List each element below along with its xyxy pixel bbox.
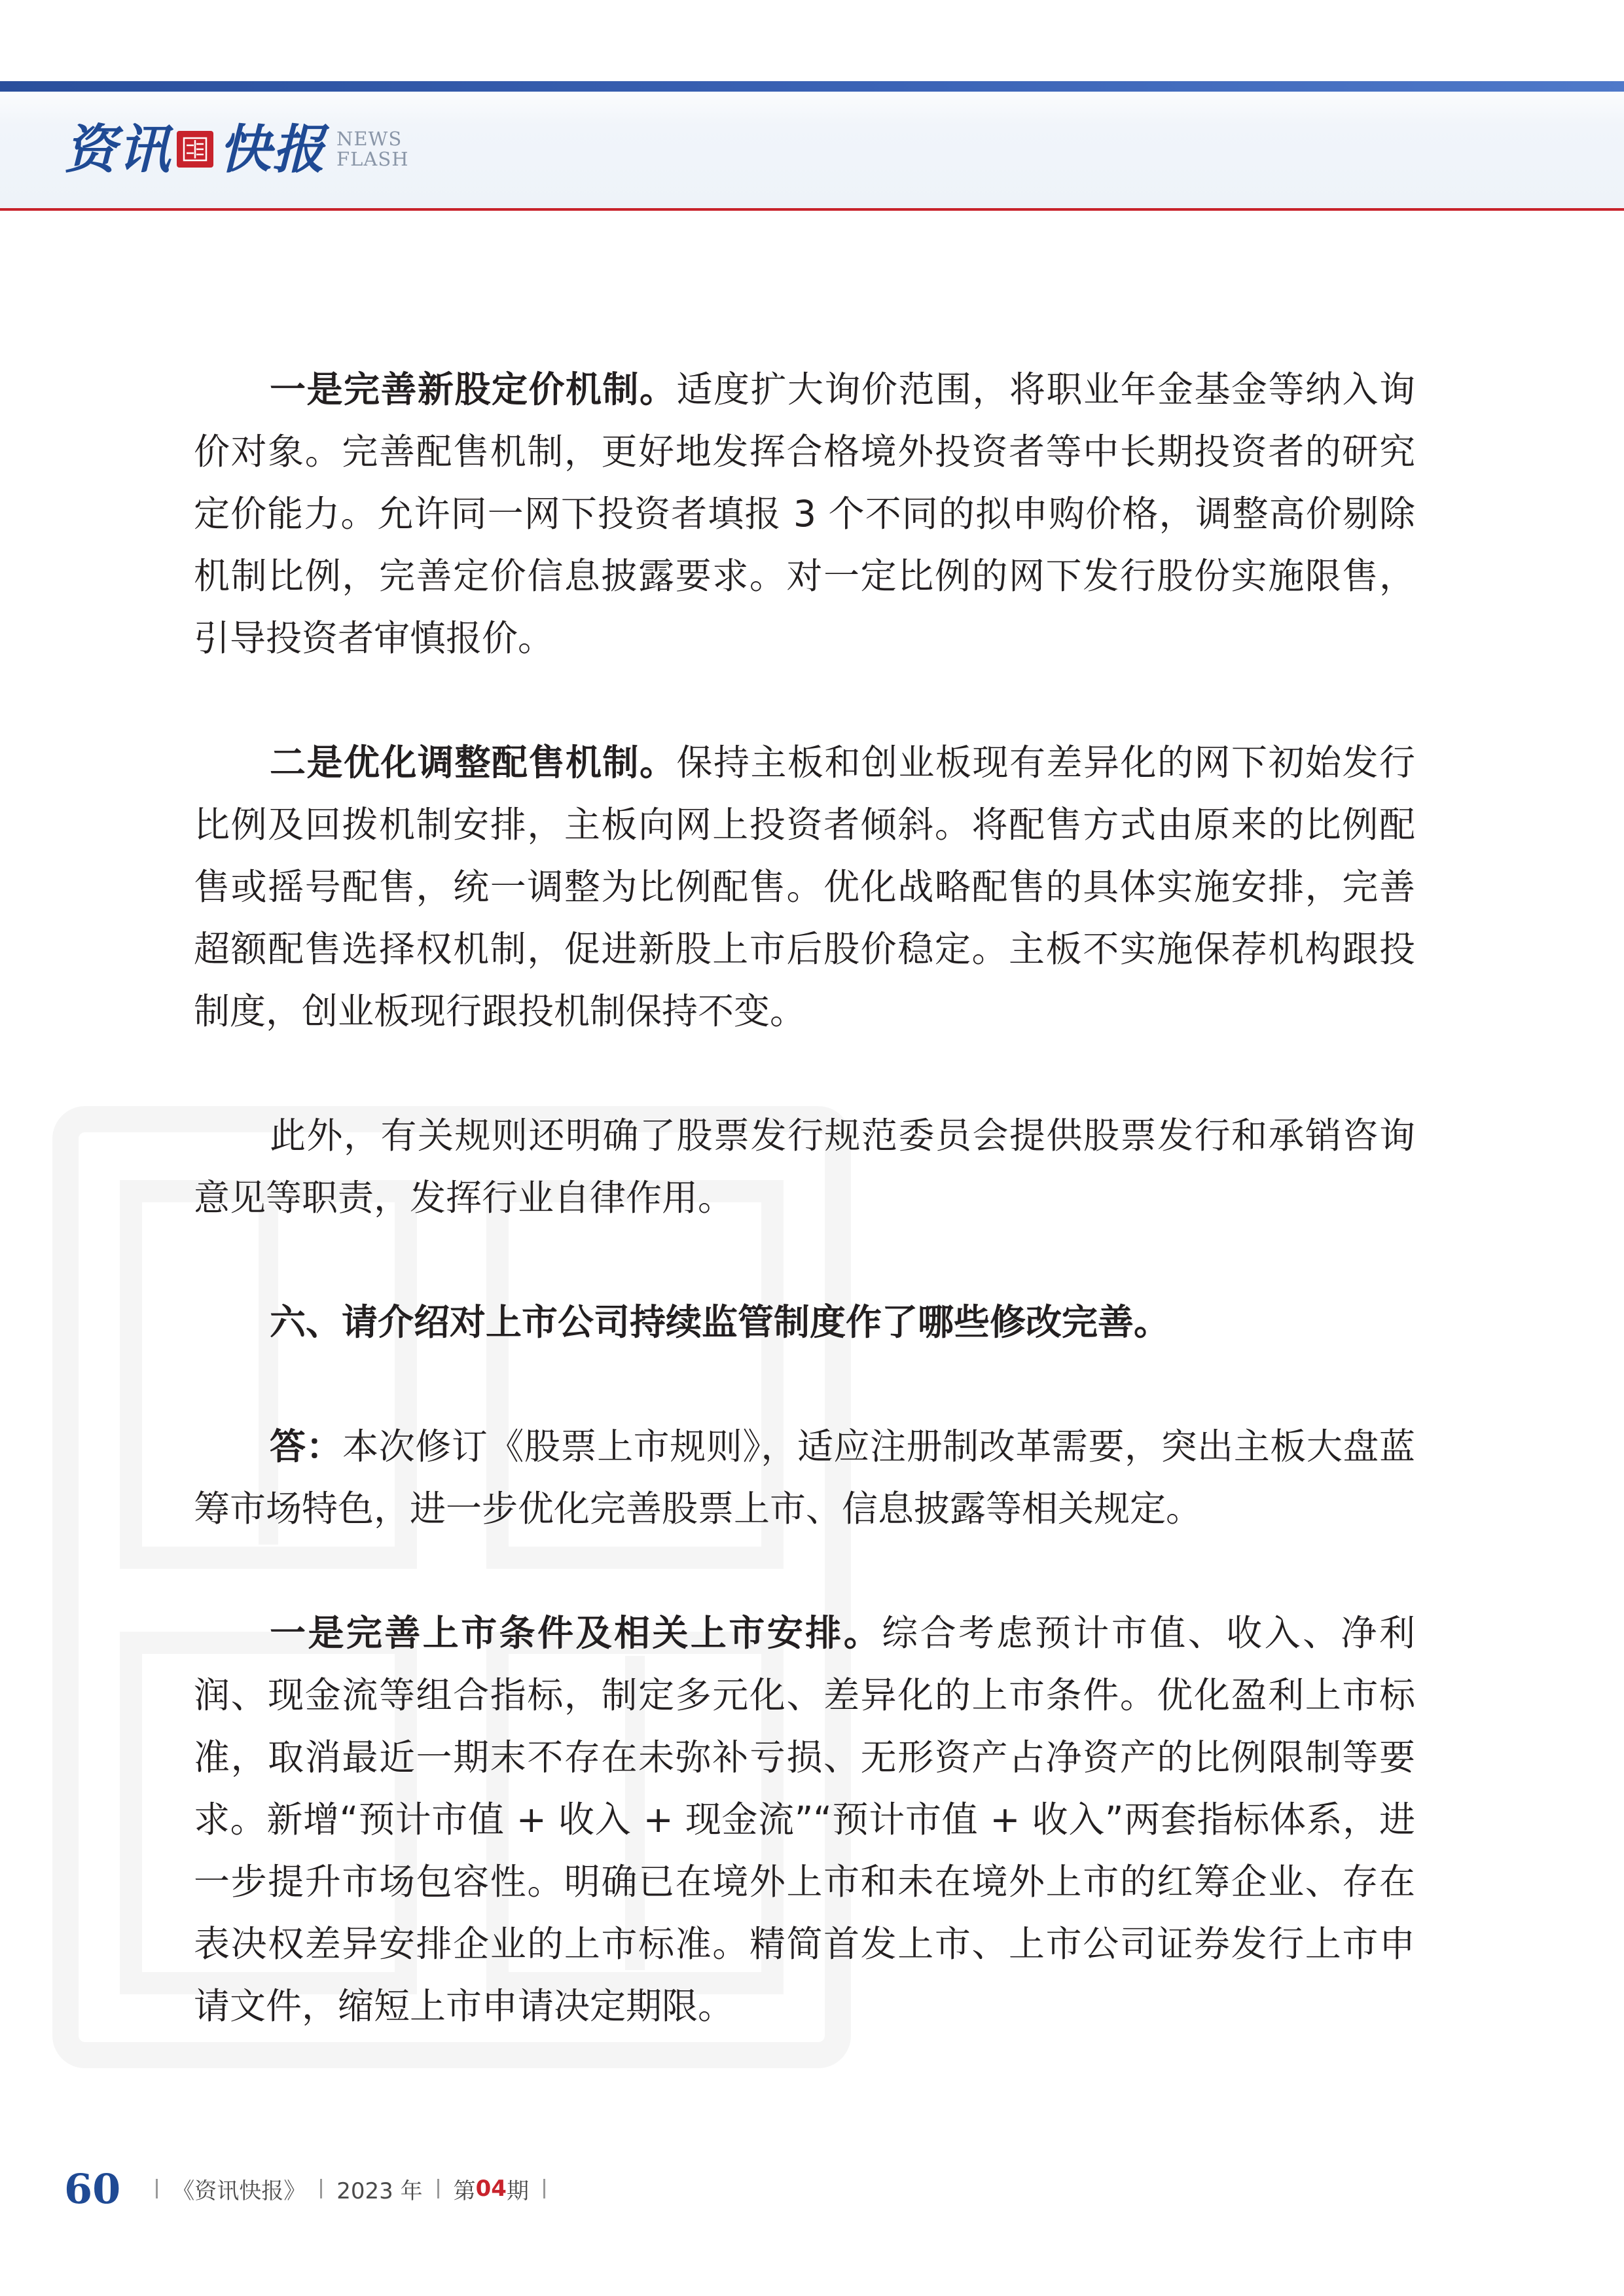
header-red-line [0,208,1624,211]
paragraph-lead: 一是完善新股定价机制。 [270,368,677,410]
page-footer [64,2161,560,2216]
article-body [194,359,1415,2037]
logo-en-news: NEWS [336,128,403,150]
footer-year: 2023 年 [336,2178,423,2204]
logo-en-flash: FLASH [336,148,409,170]
footer-divider [320,2179,322,2198]
paragraph-text: 综合考虑预计市值、收入、净利润、现金流等组合指标，制定多元化、差异化的上市条件。优化盈利上市标准，取消最近一期末不存在未弥补亏损、无形资产占净资产的比例限制等要求。新增“预计市值 + 收入 + 现金流”“预计市值 + 收入”两套指标体系，进一步提升市场包容性。明确已在境外上市和未在境外上市的红筹企业、存在表决权差异安排企业的上市标准。精简首发上市、上市公司证券发行上市申请文件，缩短上市申请决定期限。 [194,1612,1415,2027]
seal-icon [177,131,213,168]
paragraph-text: 适度扩大询价范围，将职业年金基金等纳入询价对象。完善配售机制，更好地发挥合格境外投资者等中长期投资者的研究定价能力。允许同一网下投资者填报 3 个不同的拟申购价格，调整高价剔除机制比例，完善定价信息披露要求。对一定比例的网下发行股份实施限售，引导投资者审慎报价。 [194,368,1415,659]
footer-divider [437,2179,439,2198]
paragraph-text: 此外，有关规则还明确了股票发行规范委员会提供股票发行和承销咨询意见等职责，发挥行业自律作用。 [194,1115,1415,1219]
paragraph-new-share-pricing [194,359,1415,670]
paragraph-lead: 一是完善上市条件及相关上市安排。 [270,1612,882,1654]
masthead-logo [64,117,408,182]
paragraph-text: 本次修订《股票上市规则》，适应注册制改革需要，突出主板大盘蓝筹市场特色，进一步优化完善股票上市、信息披露等相关规定。 [194,1426,1415,1530]
logo-word-zixun: 资讯 [64,118,171,180]
question-heading: 六、请介绍对上市公司持续监管制度作了哪些修改完善。 [270,1301,1170,1343]
logo-english [336,129,408,170]
paragraph-listing-conditions [194,1602,1415,2037]
page-number: 60 [64,2164,121,2213]
footer-issue-number: 04 [475,2176,507,2202]
answer-label: 答： [270,1426,343,1467]
paragraph-answer [194,1416,1415,1540]
footer-divider [543,2179,545,2198]
footer-issue-suffix: 期 [506,2178,529,2204]
footer-divider [156,2179,158,2198]
paragraph-additional-rules [194,1105,1415,1229]
header-blue-line [0,81,1624,92]
footer-issue-prefix: 第 [453,2178,476,2204]
paragraph-text: 保持主板和创业板现有差异化的网下初始发行比例及回拨机制安排，主板向网上投资者倾斜。将配售方式由原来的比例配售或摇号配售，统一调整为比例配售。优化战略配售的具体实施安排，完善超额配售选择权机制，促进新股上市后股价稳定。主板不实施保荐机构跟投制度，创业板现行跟投机制保持不变。 [194,742,1415,1032]
logo-word-kuaibao: 快报 [219,118,326,180]
paragraph-lead: 二是优化调整配售机制。 [270,742,677,783]
footer-publication: 《资讯快报》 [172,2178,306,2204]
paragraph-allotment-mechanism [194,732,1415,1043]
